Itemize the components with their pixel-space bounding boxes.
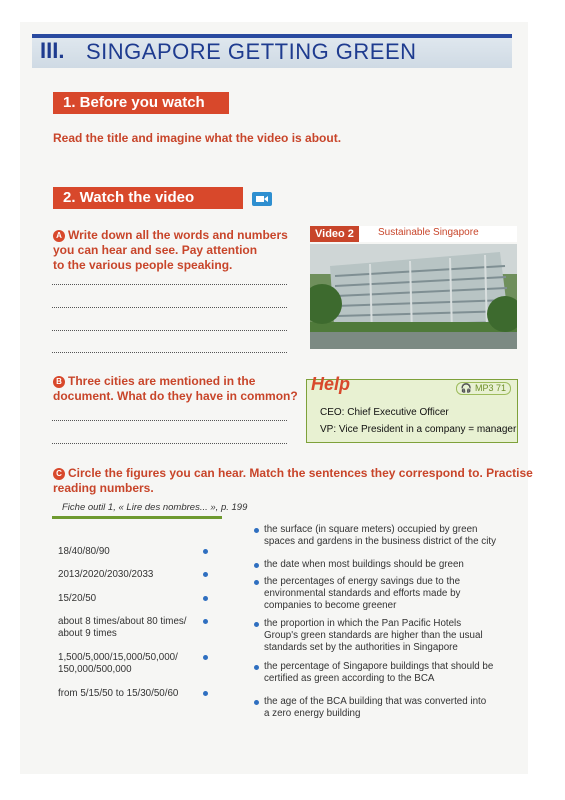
task-b-line1: Three cities are mentioned in the [68,374,256,388]
fiche-outil-reference[interactable]: Fiche outil 1, « Lire des nombres... », p. 199 [62,502,248,513]
sentence-line: the age of the BCA building that was converted into [264,696,487,707]
sentence-line: standards set by the authorities in Singapore [264,642,458,653]
answer-line[interactable] [52,352,287,353]
help-title: Help [311,374,351,394]
sentence-line: the percentage of Singapore buildings that should be [264,661,494,672]
right-match-dot[interactable] [254,622,259,627]
left-match-dot[interactable] [203,549,208,554]
sentence-line: a zero energy building [264,708,361,719]
figure-item: about 9 times [58,628,117,639]
right-match-dot[interactable] [254,580,259,585]
sentence-item [264,576,524,612]
sentence-line: certified as green according to the BCA [264,673,435,684]
sentence-line: the date when most buildings should be green [264,559,464,570]
answer-line[interactable] [52,330,287,331]
fiche-underline [52,516,222,519]
figure-item: about 8 times/about 80 times/ [58,616,187,627]
answer-line[interactable] [52,443,287,444]
left-match-dot[interactable] [203,572,208,577]
left-match-dot[interactable] [203,655,208,660]
sentence-item [264,559,524,571]
section-watch-the-video [53,187,243,209]
before-watch-instruction: Read the title and imagine what the video is about. [53,131,342,145]
figure-item: 150,000/500,000 [58,664,132,675]
task-c-instruction [53,466,533,496]
sentence-item [264,524,524,548]
section-before-you-watch [53,92,229,114]
figure-item: 2013/2020/2030/2033 [58,569,154,580]
sentence-item [264,618,524,654]
help-line-ceo: CEO: Chief Executive Officer [320,407,449,418]
sentence-line: the surface (in square meters) occupied by green [264,524,478,535]
sentence-line: spaces and gardens in the business district of the city [264,536,496,547]
task-b-line2: document. What do they have in common? [53,389,298,403]
figure-item: 15/20/50 [58,593,97,604]
headphones-icon: 🎧 [460,383,472,393]
sentence-item [264,696,524,720]
task-c-marker: C [53,468,65,480]
part-number: III. [40,38,65,63]
left-match-dot[interactable] [203,596,208,601]
sentence-line: Group's green standards are higher than the usual [264,630,483,641]
audio-track-label: MP3 71 [474,383,506,393]
task-a-line2: you can hear and see. Pay attention [53,243,258,257]
answer-line[interactable] [52,420,287,421]
page-title-bar [32,34,512,68]
task-a-marker: A [53,230,65,242]
video-number: Video 2 [310,226,359,242]
audio-track[interactable] [456,382,511,395]
right-match-dot[interactable] [254,528,259,533]
sentence-line: the percentages of energy savings due to the [264,576,461,587]
task-c-line2: reading numbers. [53,481,154,495]
figure-item: 1,500/5,000/15,000/50,000/ [58,652,178,663]
video-caption: Sustainable Singapore [378,227,479,238]
left-match-dot[interactable] [203,619,208,624]
task-b-marker: B [53,376,65,388]
video-label [310,226,517,242]
page-title: SINGAPORE GETTING GREEN [86,39,417,64]
section-title: 1. Before you watch [63,94,205,111]
section-title: 2. Watch the video [63,189,195,206]
figure-item: 18/40/80/90 [58,546,110,557]
task-a-instruction [53,228,288,273]
task-b-instruction [53,374,298,404]
task-c-line1: Circle the figures you can hear. Match the sentences they correspond to. Practise [68,466,533,480]
sentence-line: companies to become greener [264,600,397,611]
building-photo [310,244,517,349]
video-camera-icon [252,192,272,206]
help-box [306,374,518,443]
sentence-line: environmental standards and efforts made by [264,588,461,599]
answer-line[interactable] [52,307,287,308]
sentence-line: the proportion in which the Pan Pacific Hotels [264,618,462,629]
answer-line[interactable] [52,284,287,285]
right-match-dot[interactable] [254,563,259,568]
sentence-item [264,661,524,685]
right-match-dot[interactable] [254,700,259,705]
left-match-dot[interactable] [203,691,208,696]
figure-item: from 5/15/50 to 15/30/50/60 [58,688,179,699]
task-a-line3: to the various people speaking. [53,258,233,272]
task-a-line1: Write down all the words and numbers [68,228,288,242]
help-line-vp: VP: Vice President in a company = manager [320,424,517,435]
right-match-dot[interactable] [254,665,259,670]
